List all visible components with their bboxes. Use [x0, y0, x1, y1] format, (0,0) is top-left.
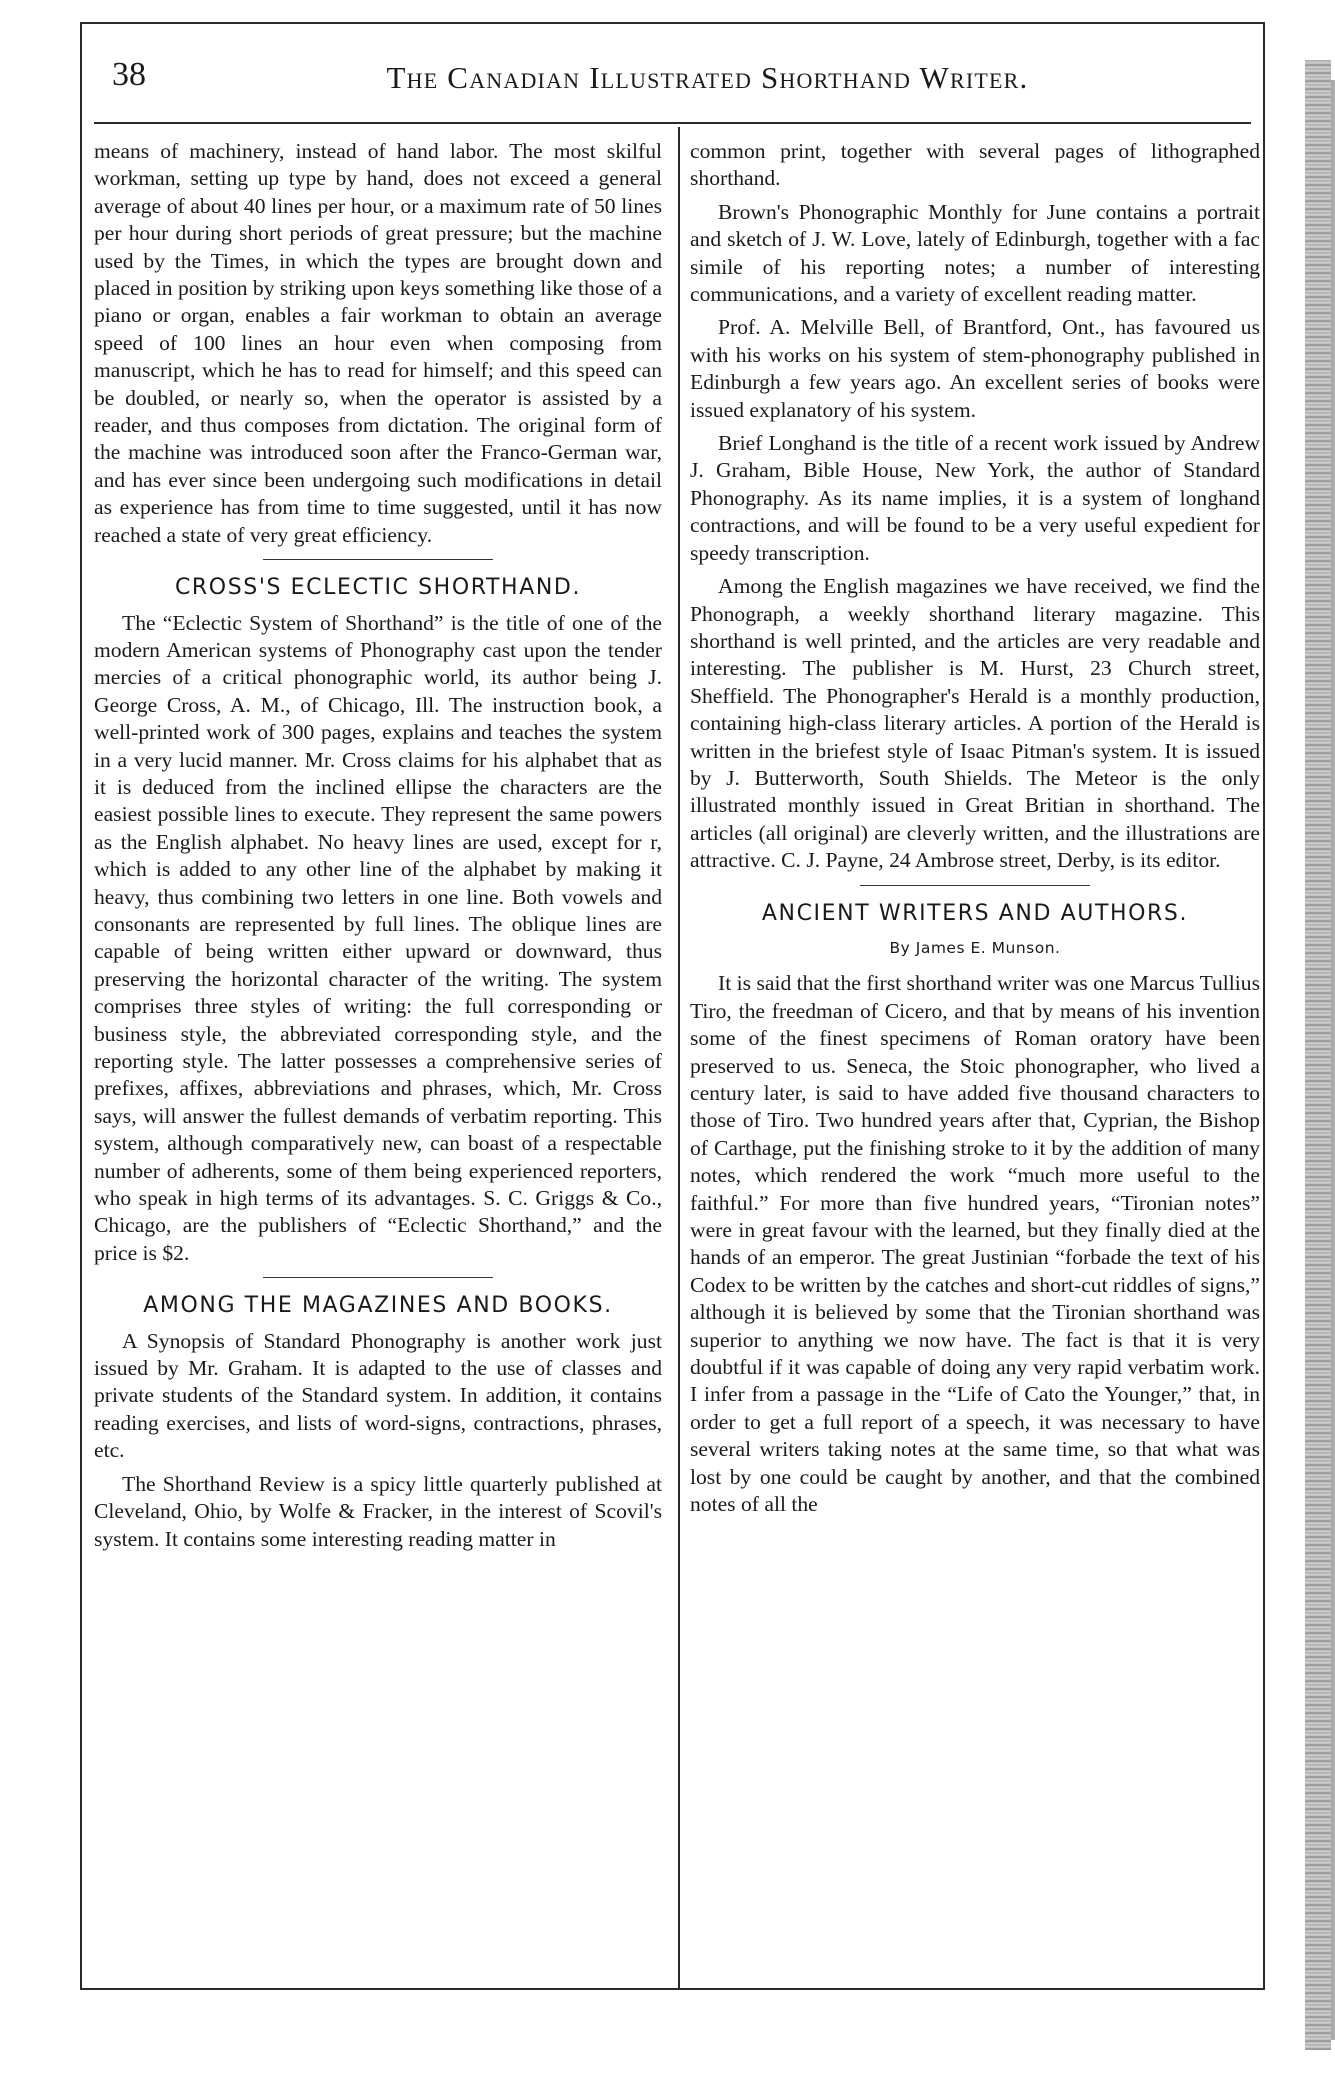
section-rule	[860, 885, 1090, 886]
cross-heading: CROSS'S ECLECTIC SHORTHAND.	[174, 575, 582, 601]
brief-longhand-paragraph: Brief Longhand is the title of a recent work issued by Andrew J. Graham, Bible House, New York, the author of Standard Phonography. As its name implies, it is a system of longhand contractions, and will be found to be a very useful expedient for speedy transcription.	[690, 431, 1260, 565]
english-magazines-paragraph: Among the English magazines we have received, we find the Phonograph, a weekly shorthand literary magazine. This shorthand is well printed, and the articles are very readable and interesting. The publisher is M. Hurst, 23 Church street, Sheffield. The Phonographer's Herald is a monthly production, containing high-class literary articles. A portion of the Herald is written in the briefest style of Isaac Pitman's system. It is issued by J. Butterworth, South Shields. The Meteor is the only illustrated monthly issued in Great Britian in shorthand. The articles (all original) are cleverly written, and the illustrations are attractive. C. J. Payne, 24 Ambrose street, Derby, is its editor.	[690, 574, 1260, 873]
bell-paragraph: Prof. A. Melville Bell, of Brantford, Ont., has favoured us with his works on his system of stem-phonography published in Edinburgh a few years ago. An excellent series of books were issued explanatory of his system.	[690, 315, 1260, 422]
running-title: The Canadian Illustrated Shorthand Writer.	[386, 60, 1029, 95]
machinery-paragraph: means of machinery, instead of hand labor. The most skilful workman, setting up type by hand, does not exceed a general average of about 40 lines per hour, or a maximum rate of 50 lines per hour during short periods of great pressure; but the machine used by the Times, in which the types are brought down and placed in position by striking upon keys something like those of a piano or organ, enables a fair workman to obtain an average speed of 100 lines an hour even when composing from manuscript, which he has to read for himself; and this speed can be doubled, or nearly so, when the operator is assisted by a reader, and thus composes from dictation. The original form of the machine was introduced soon after the Franco-German war, and has ever since been undergoing such modifications in detail as experience has from time to time suggested, until it has now reached a state of very great efficiency.	[94, 139, 662, 547]
ancient-paragraph: It is said that the first shorthand writer was one Marcus Tullius Tiro, the freedman of Cicero, and that by means of his invention some of the finest specimens of Roman oratory have been preserved to us. Seneca, the Stoic phonographer, who lived a century later, is said to have added five thousand characters to those of Tiro. Two hundred years after that, Cyprian, the Bishop of Carthage, put the finishing stroke to it by the addition of many notes, which rendered the work “much more useful to the faithful.” For more than five hundred years, “Tironian notes” were in great favour with the learned, but they finally died at the hands of an emperor. The great Justinian “forbade the text of his Codex to be written by the catches and short-cut riddles of signs,” although it is believed by some that the Tironian shorthand was superior to anything we now have. The fact is that it is very doubtful if it was capable of doing any very rapid verbatim work. I infer from a passage in the “Life of Cato the Younger,” that, in order to get a full report of a speech, it was necessary to have several writers taking notes at the same time, so that what was lost by one could be caught by another, and that the combined notes of all the	[690, 971, 1260, 1517]
page-header	[80, 22, 1265, 127]
scan-edge-dark	[1331, 80, 1335, 2040]
left-column	[94, 138, 662, 1553]
ancient-heading: ANCIENT WRITERS AND AUTHORS.	[761, 900, 1189, 926]
page-number: 38	[112, 56, 146, 93]
magazines-heading: AMONG THE MAGAZINES AND BOOKS.	[143, 1293, 613, 1319]
brown-paragraph: Brown's Phonographic Monthly for June contains a portrait and sketch of J. W. Love, lately of Edinburgh, together with a fac simile of his reporting notes; a number of interesting communications, and a variety of excellent reading matter.	[690, 199, 1260, 307]
section-rule	[263, 559, 493, 560]
review-paragraph: The Shorthand Review is a spicy little quarterly published at Cleveland, Ohio, by Wolfe & Fracker, in the interest of Scovil's system. It contains some interesting reading matter in	[94, 1471, 662, 1551]
right-column	[690, 138, 1260, 1519]
header-rule	[94, 122, 1251, 124]
synopsis-paragraph: A Synopsis of Standard Phonography is another work just issued by Mr. Graham. It is adapted to the use of classes and private students of the Standard system. In addition, it contains reading exercises, and lists of word-signs, contractions, phrases, etc.	[94, 1328, 662, 1463]
byline: By James E. Munson.	[889, 938, 1061, 957]
section-rule	[263, 1277, 493, 1278]
continued-paragraph: common print, together with several pages of lithographed shorthand.	[690, 139, 1260, 191]
column-divider	[678, 127, 680, 1989]
scan-edge	[1305, 60, 1331, 2050]
cross-paragraph: The “Eclectic System of Shorthand” is the title of one of the modern American systems of Phonography cast upon the tender mercies of a critical phonographic world, its author being J. George Cross, A. M., of Chicago, Ill. The instruction book, a well-printed work of 300 pages, explains and teaches the system in a very lucid manner. Mr. Cross claims for his alphabet that as it is deduced from the inclined ellipse the characters are the easiest possible lines to execute. They represent the same powers as the English alphabet. No heavy lines are used, except for r, which is added to any other line of the alphabet by making it heavy, thus combining two letters in one line. Both vowels and consonants are represented by full lines. The oblique lines are capable of being written either upward or downward, thus preserving the horizontal character of the writing. The system comprises three styles of writing: the full corresponding or business style, the abbreviated corresponding style, and the reporting style. The latter possesses a comprehensive series of prefixes, affixes, abbreviations and phrases, which, Mr. Cross says, will answer the fullest demands of verbatim reporting. This system, although comparatively new, can boast of a respectable number of adherents, some of them being experienced reporters, who speak in high terms of its advantages. S. C. Griggs & Co., Chicago, are the publishers of “Eclectic Shorthand,” and the price is $2.	[94, 610, 662, 1265]
